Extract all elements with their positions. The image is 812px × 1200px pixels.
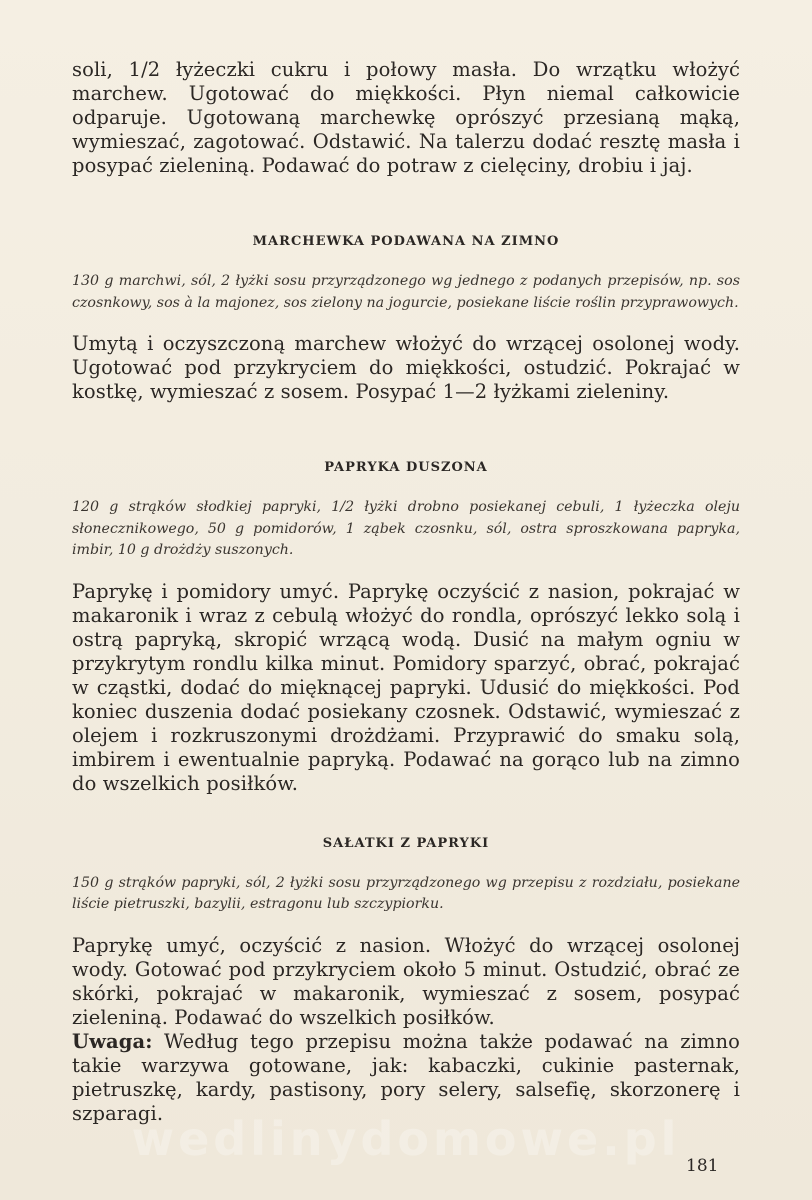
intro-paragraph: soli, 1/2 łyżeczki cukru i połowy masła. Do wrzątku włożyć marchew. Ugotować do miękkości. Płyn niemal całkowicie odparuje. Ugotowaną marchewkę oprószyć przesianą mąką, wymieszać, zagotować. Odstawić. Na talerzu dodać resztę masła i posypać zieleniną. Podawać do potraw z cielęciny, drobiu i jaj. bbox=[72, 58, 740, 177]
recipe-title: SAŁATKI Z PAPRYKI bbox=[322, 835, 490, 851]
text-column bbox=[72, 58, 740, 1126]
recipe-instructions: Paprykę umyć, oczyścić z nasion. Włożyć do wrzącej osolonej wody. Gotować pod przykryciem około 5 minut. Ostudzić, obrać ze skórki, pokrajać w makaronik, wymieszać z sosem, posypać zieleniną. Podawać do wszelkich posiłków. bbox=[72, 933, 740, 1029]
recipe-note bbox=[72, 1030, 740, 1126]
recipe-section bbox=[72, 234, 740, 404]
recipe-title: PAPRYKA DUSZONA bbox=[324, 460, 488, 475]
note-label: Uwaga: bbox=[72, 1029, 153, 1053]
recipe-title: MARCHEWKA PODAWANA NA ZIMNO bbox=[252, 234, 560, 249]
note-text: Według tego przepisu można także podawać na zimno takie warzywa gotowane, jak: kabaczki, cukinie pasternak, pietruszkę, kardy, pastisony, pory selery, salsefię, skorzonerę i szparagi. bbox=[72, 1029, 740, 1125]
recipe-section bbox=[72, 460, 740, 796]
recipe-ingredients: 130 g marchwi, sól, 2 łyżki sosu przyrządzonego wg jednego z podanych przepisów, np. sos czosnkowy, sos à la majonez, sos zielony na jogurcie, posiekane liście roślin przyprawowych. bbox=[72, 273, 740, 311]
recipe-ingredients: 150 g strąków papryki, sól, 2 łyżki sosu przyrządzonego wg przepisu z rozdziału, posiekane liście pietruszki, bazylii, estragonu lub szczypiorku. bbox=[72, 874, 740, 912]
watermark: wedlinydomowe.pl bbox=[131, 1112, 681, 1166]
recipe-ingredients: 120 g strąków słodkiej papryki, 1/2 łyżki drobno posiekanej cebuli, 1 łyżeczka oleju słonecznikowego, 50 g pomidorów, 1 ząbek czosnku, sól, ostra sproszkowana papryka, imbir, 10 g drożdży suszonych. bbox=[72, 499, 740, 558]
recipe-instructions: Paprykę i pomidory umyć. Paprykę oczyścić z nasion, pokrajać w makaronik i wraz z cebulą włożyć do rondla, oprószyć lekko solą i ostrą papryką, skropić wrzącą wodą. Dusić na małym ogniu w przykrytym rondlu kilka minut. Pomidory sparzyć, obrać, pokrajać w cząstki, dodać do mięknącej papryki. Udusić do miękkości. Pod koniec duszenia dodać posiekany czosnek. Odstawić, wymieszać z olejem i rozkruszonymi drożdżami. Przyprawić do smaku solą, imbirem i ewentualnie papryką. Podawać na gorąco lub na zimno do wszelkich posiłków. bbox=[72, 579, 740, 795]
recipe-section bbox=[72, 836, 740, 1126]
recipe-instructions: Umytą i oczyszczoną marchew włożyć do wrzącej osolonej wody. Ugotować pod przykryciem do miękkości, ostudzić. Pokrajać w kostkę, wymieszać z sosem. Posypać 1—2 łyżkami zieleniny. bbox=[72, 332, 740, 403]
page-number: 181 bbox=[686, 1156, 719, 1176]
